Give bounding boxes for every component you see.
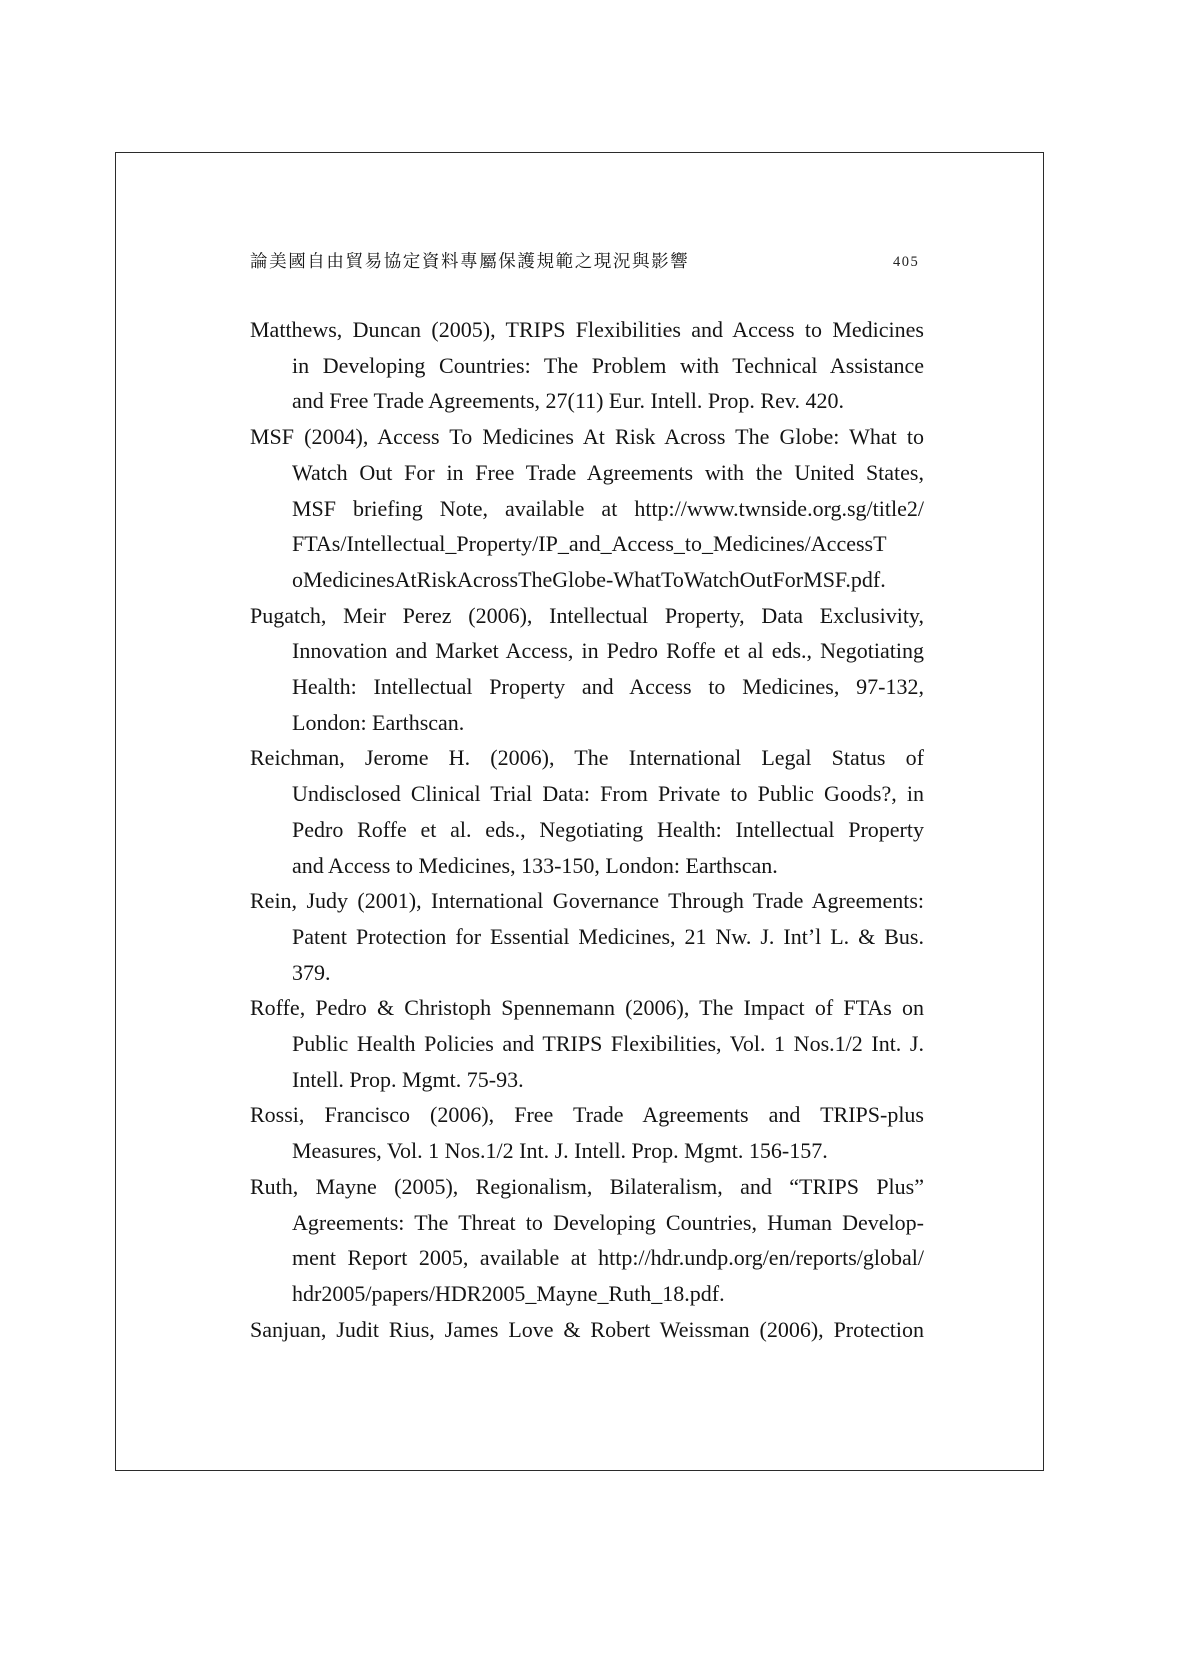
reference-line: MSF briefing Note, available at http://www.twnside.org.sg/title2/ — [292, 495, 924, 521]
reference-line: Patent Protection for Essential Medicines, 21 Nw. J. Int’l L. & Bus. — [292, 923, 924, 949]
reference-line: Pugatch, Meir Perez (2006), Intellectual Property, Data Exclusivity, — [250, 602, 924, 628]
reference-line: Pedro Roffe et al. eds., Negotiating Health: Intellectual Property — [292, 816, 924, 842]
reference-line: Rein, Judy (2001), International Governance Through Trade Agreements: — [250, 888, 924, 914]
references-list — [250, 312, 924, 1347]
reference-line: Public Health Policies and TRIPS Flexibilities, Vol. 1 Nos.1/2 Int. J. — [292, 1031, 924, 1057]
reference-line: Watch Out For in Free Trade Agreements with the United States, — [292, 459, 924, 485]
reference-entry — [250, 1097, 924, 1168]
reference-line: Ruth, Mayne (2005), Regionalism, Bilateralism, and “TRIPS Plus” — [250, 1173, 924, 1199]
reference-entry — [250, 1312, 924, 1348]
reference-line: Health: Intellectual Property and Access to Medicines, 97-132, — [292, 674, 924, 700]
reference-line: Roffe, Pedro & Christoph Spennemann (2006), The Impact of FTAs on — [250, 995, 924, 1021]
reference-line: and Access to Medicines, 133-150, London: Earthscan. — [292, 852, 778, 878]
reference-line: hdr2005/papers/HDR2005_Mayne_Ruth_18.pdf. — [292, 1280, 725, 1306]
reference-entry — [250, 312, 924, 419]
reference-entry — [250, 419, 924, 598]
reference-entry — [250, 990, 924, 1097]
page-number: 405 — [893, 254, 920, 270]
reference-line: Sanjuan, Judit Rius, James Love & Robert Weissman (2006), Protection — [250, 1316, 924, 1342]
reference-line: 379. — [292, 959, 331, 985]
reference-line: FTAs/Intellectual_Property/IP_and_Access_to_Medicines/AccessT — [292, 531, 887, 557]
reference-line: London: Earthscan. — [292, 709, 465, 735]
reference-line: Undisclosed Clinical Trial Data: From Private to Public Goods?, in — [292, 781, 924, 807]
reference-entry — [250, 1169, 924, 1312]
reference-line: ment Report 2005, available at http://hdr.undp.org/en/reports/global/ — [292, 1245, 924, 1271]
reference-line: Agreements: The Threat to Developing Countries, Human Develop- — [292, 1209, 924, 1235]
reference-line: Matthews, Duncan (2005), TRIPS Flexibilities and Access to Medicines — [250, 317, 924, 342]
reference-line: oMedicinesAtRiskAcrossTheGlobe-WhatToWatchOutForMSF.pdf. — [292, 566, 886, 592]
reference-line: Rossi, Francisco (2006), Free Trade Agreements and TRIPS-plus — [250, 1102, 924, 1128]
reference-entry — [250, 883, 924, 990]
reference-line: Reichman, Jerome H. (2006), The International Legal Status of — [250, 745, 924, 771]
reference-line: and Free Trade Agreements, 27(11) Eur. Intell. Prop. Rev. 420. — [292, 388, 844, 414]
running-header-title: 論美國自由貿易協定資料專屬保護規範之現況與影響 — [250, 251, 690, 271]
reference-line: Intell. Prop. Mgmt. 75-93. — [292, 1066, 524, 1092]
reference-line: Measures, Vol. 1 Nos.1/2 Int. J. Intell. Prop. Mgmt. 156-157. — [292, 1138, 828, 1164]
reference-line: Innovation and Market Access, in Pedro Roffe et al eds., Negotiating — [292, 638, 924, 664]
reference-entry — [250, 740, 924, 883]
reference-entry — [250, 598, 924, 741]
reference-line: in Developing Countries: The Problem with Technical Assistance — [292, 352, 924, 378]
reference-line: MSF (2004), Access To Medicines At Risk Across The Globe: What to — [250, 424, 924, 450]
